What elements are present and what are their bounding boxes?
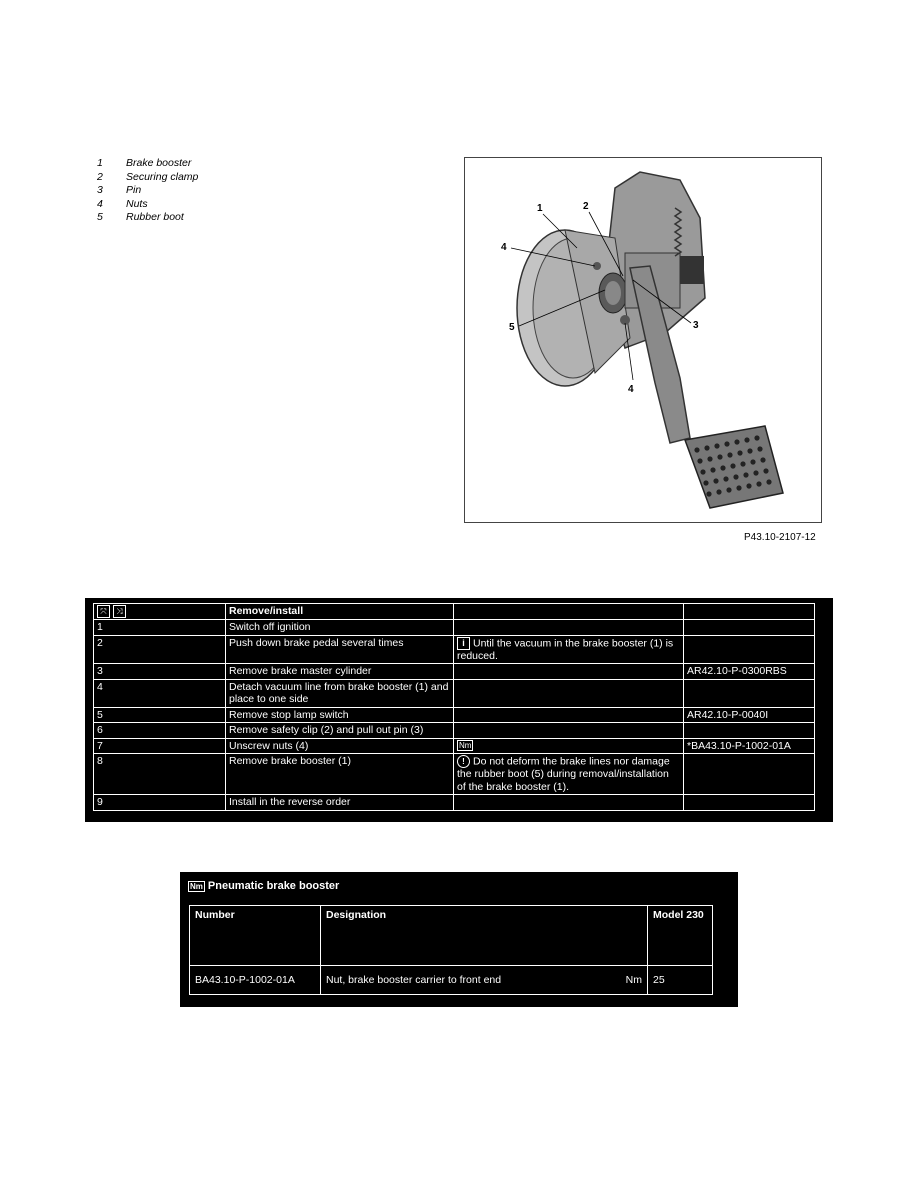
figure-caption: P43.10-2107-12: [744, 532, 816, 543]
table-row: 2 Push down brake pedal several times i Until the vacuum in the brake booster (1) is reduced.: [94, 635, 815, 664]
table-row: 5 Remove stop lamp switch AR42.10-P-0040I: [94, 707, 815, 723]
table-row: 8 Remove brake booster (1) ! Do not deform the brake lines nor damage the rubber boot (5) during removal/installation of the brake booster (1).: [94, 754, 815, 795]
procedure-title: Remove/install: [226, 604, 454, 620]
torque-reference-link[interactable]: *BA43.10-P-1002-01A: [684, 738, 815, 754]
torque-icon: Nm: [459, 741, 472, 751]
remove-icon: ⤧: [97, 605, 110, 618]
callout-label: 2: [583, 201, 589, 212]
table-row: BA43.10-P-1002-01A Nut, brake booster carrier to front end Nm 25: [190, 966, 713, 995]
torque-icon: Nm: [190, 881, 203, 891]
table-row: 7 Unscrew nuts (4) Nm *BA43.10-P-1002-01A: [94, 738, 815, 754]
table-row: 1 Switch off ignition: [94, 620, 815, 636]
table-row: 6 Remove safety clip (2) and pull out pin (3): [94, 723, 815, 739]
legend-item: 4 Nuts: [97, 197, 148, 210]
table-row: 3 Remove brake master cylinder AR42.10-P-0300RBS: [94, 664, 815, 680]
callout-label: 4: [501, 242, 507, 253]
install-icon: ⤨: [113, 605, 126, 618]
legend-item: 2 Securing clamp: [97, 170, 199, 183]
torque-panel-title: Nm Pneumatic brake booster: [190, 880, 340, 892]
torque-spec-panel: [180, 872, 738, 1007]
legend-item: 3 Pin: [97, 184, 142, 196]
brake-pedal-assembly-drawing: [465, 158, 821, 522]
legend-item: 5 Rubber boot: [97, 211, 184, 223]
callout-label: 4: [628, 384, 634, 395]
table-row: 9 Install in the reverse order: [94, 795, 815, 811]
table-header-row: Number Designation Model 230: [190, 906, 713, 966]
callout-label: 3: [693, 320, 699, 331]
warning-icon: !: [457, 755, 470, 768]
document-reference-link[interactable]: AR42.10-P-0300RBS: [684, 664, 815, 680]
torque-table: [189, 905, 713, 995]
callout-label: 5: [509, 322, 515, 333]
table-header-row: [94, 604, 815, 620]
info-icon: i: [457, 637, 470, 650]
document-reference-link[interactable]: AR42.10-P-0040I: [684, 707, 815, 723]
brake-booster-illustration: [464, 157, 822, 523]
procedure-table: [93, 603, 815, 811]
parts-legend: [97, 157, 198, 225]
callout-label: 1: [537, 203, 543, 214]
table-row: 4 Detach vacuum line from brake booster (1) and place to one side: [94, 679, 815, 707]
legend-item: 1 Brake booster: [97, 157, 192, 169]
procedure-table-panel: [85, 598, 833, 822]
